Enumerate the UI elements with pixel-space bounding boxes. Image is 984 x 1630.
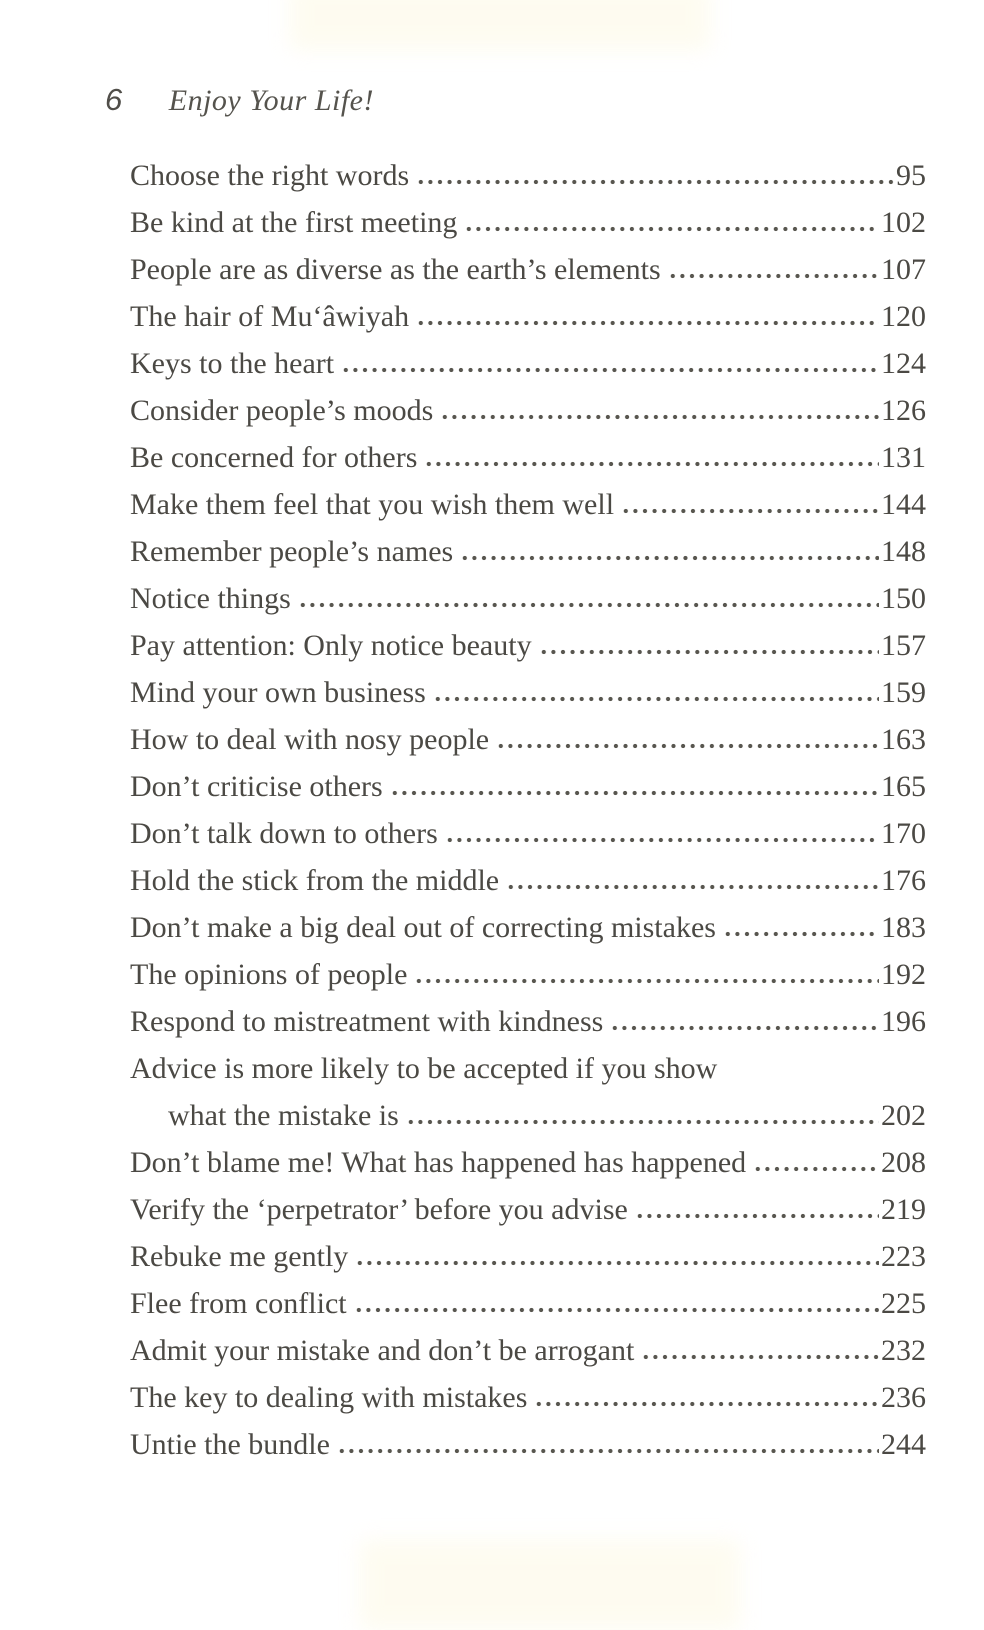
toc-page-number: 107: [881, 253, 926, 286]
toc-entry: [130, 1280, 926, 1327]
toc-entry-title: what the mistake is: [168, 1099, 399, 1132]
toc-entry-title: Admit your mistake and don’t be arrogant: [130, 1334, 635, 1367]
toc-entry-title: The key to dealing with mistakes: [130, 1381, 528, 1414]
toc-entry: [130, 575, 926, 622]
toc-page-number: 202: [881, 1099, 926, 1132]
toc-entry: [130, 387, 926, 434]
toc-entry-title: Rebuke me gently: [130, 1240, 349, 1273]
toc-entry-title: People are as diverse as the earth’s elements: [130, 253, 661, 286]
toc-entry-title: Keys to the heart: [130, 347, 335, 380]
toc-entry: [130, 1374, 926, 1421]
toc-entry: [130, 810, 926, 857]
folio-page-number: 6: [105, 82, 123, 117]
dotted-leader: [723, 931, 879, 937]
toc-page-number: 157: [881, 629, 926, 662]
toc-entry-title: The hair of Mu‘âwiyah: [130, 300, 410, 333]
toc-page-number: 165: [881, 770, 926, 803]
toc-entry-title: Remember people’s names: [130, 535, 454, 568]
toc-page-number: 148: [881, 535, 926, 568]
table-of-contents: [130, 152, 926, 1468]
toc-entry-title: Make them feel that you wish them well: [130, 488, 615, 521]
toc-page-number: 225: [881, 1287, 926, 1320]
toc-page-number: 150: [881, 582, 926, 615]
toc-entry: [130, 1139, 926, 1186]
toc-page-number: 126: [881, 394, 926, 427]
dotted-leader: [641, 1354, 879, 1360]
dotted-leader: [414, 978, 879, 984]
toc-entry: [130, 481, 926, 528]
toc-entry-title: The opinions of people: [130, 958, 408, 991]
toc-page-number: 176: [881, 864, 926, 897]
toc-entry: [130, 152, 926, 199]
toc-page-number: 163: [881, 723, 926, 756]
dotted-leader: [506, 884, 879, 890]
toc-entry: [130, 857, 926, 904]
toc-page-number: 159: [881, 676, 926, 709]
toc-page-number: 120: [881, 300, 926, 333]
toc-entry: [130, 434, 926, 481]
dotted-leader: [621, 508, 879, 514]
page-header: [105, 82, 374, 118]
toc-entry: [130, 904, 926, 951]
toc-entry: [130, 1421, 926, 1468]
toc-entry: [130, 1092, 926, 1139]
dotted-leader: [416, 179, 894, 185]
toc-entry: [130, 293, 926, 340]
toc-page-number: 124: [881, 347, 926, 380]
dotted-leader: [460, 555, 879, 561]
dotted-leader: [433, 696, 879, 702]
toc-entry: [130, 340, 926, 387]
toc-entry-title: Don’t blame me! What has happened has happened: [130, 1146, 747, 1179]
toc-entry: [130, 1186, 926, 1233]
toc-page-number: 223: [881, 1240, 926, 1273]
toc-entry-title: Don’t criticise others: [130, 770, 383, 803]
dotted-leader: [753, 1166, 879, 1172]
toc-entry-title: Notice things: [130, 582, 291, 615]
toc-entry: [130, 246, 926, 293]
toc-page-number: 208: [881, 1146, 926, 1179]
toc-entry: [130, 716, 926, 763]
toc-entry: [130, 669, 926, 716]
dotted-leader: [298, 602, 879, 608]
toc-page-number: 219: [881, 1193, 926, 1226]
dotted-leader: [496, 743, 879, 749]
dotted-leader: [445, 837, 879, 843]
dotted-leader: [464, 226, 879, 232]
toc-entry-title: Be kind at the first meeting: [130, 206, 458, 239]
toc-page-number: 236: [881, 1381, 926, 1414]
toc-entry-title: Verify the ‘perpetrator’ before you advise: [130, 1193, 628, 1226]
toc-entry-title: Advice is more likely to be accepted if you show: [130, 1052, 718, 1085]
dotted-leader: [354, 1307, 879, 1313]
toc-page-number: 102: [881, 206, 926, 239]
toc-entry-title: Respond to mistreatment with kindness: [130, 1005, 604, 1038]
toc-page-number: 196: [881, 1005, 926, 1038]
toc-entry-title: Mind your own business: [130, 676, 426, 709]
toc-entry-title: Don’t talk down to others: [130, 817, 438, 850]
toc-page-number: 244: [881, 1428, 926, 1461]
dotted-leader: [534, 1401, 879, 1407]
toc-entry: [130, 1233, 926, 1280]
toc-entry: [130, 528, 926, 575]
dotted-leader: [440, 414, 879, 420]
toc-entry-title: How to deal with nosy people: [130, 723, 490, 756]
running-title: Enjoy Your Life!: [168, 84, 374, 117]
toc-entry-title: Choose the right words: [130, 159, 410, 192]
toc-page-number: 170: [881, 817, 926, 850]
toc-entry: [130, 763, 926, 810]
toc-entry: [130, 199, 926, 246]
toc-entry: [130, 622, 926, 669]
dotted-leader: [337, 1448, 879, 1454]
toc-entry-title: Consider people’s moods: [130, 394, 434, 427]
toc-entry-title: Untie the bundle: [130, 1428, 330, 1461]
toc-entry-title: Flee from conflict: [130, 1287, 347, 1320]
dotted-leader: [341, 367, 879, 373]
toc-page-number: 131: [881, 441, 926, 474]
toc-entry: [130, 998, 926, 1045]
dotted-leader: [390, 790, 879, 796]
toc-entry-wrapped-first-line: [130, 1045, 926, 1092]
toc-entry: [130, 1327, 926, 1374]
toc-page-number: 232: [881, 1334, 926, 1367]
dotted-leader: [406, 1119, 879, 1125]
toc-page-number: 183: [881, 911, 926, 944]
dotted-leader: [668, 273, 879, 279]
toc-page-number: 95: [896, 159, 926, 192]
toc-entry-title: Be concerned for others: [130, 441, 418, 474]
dotted-leader: [610, 1025, 879, 1031]
scan-artifact-bottom: [360, 1540, 740, 1630]
dotted-leader: [539, 649, 879, 655]
toc-entry-title: Don’t make a big deal out of correcting mistakes: [130, 911, 716, 944]
toc-entry-title: Hold the stick from the middle: [130, 864, 500, 897]
toc-entry-title: Pay attention: Only notice beauty: [130, 629, 532, 662]
toc-page-number: 144: [881, 488, 926, 521]
dotted-leader: [635, 1213, 879, 1219]
toc-entry: [130, 951, 926, 998]
dotted-leader: [416, 320, 879, 326]
scan-artifact-top: [290, 0, 710, 50]
dotted-leader: [424, 461, 879, 467]
toc-page-number: 192: [881, 958, 926, 991]
dotted-leader: [355, 1260, 879, 1266]
